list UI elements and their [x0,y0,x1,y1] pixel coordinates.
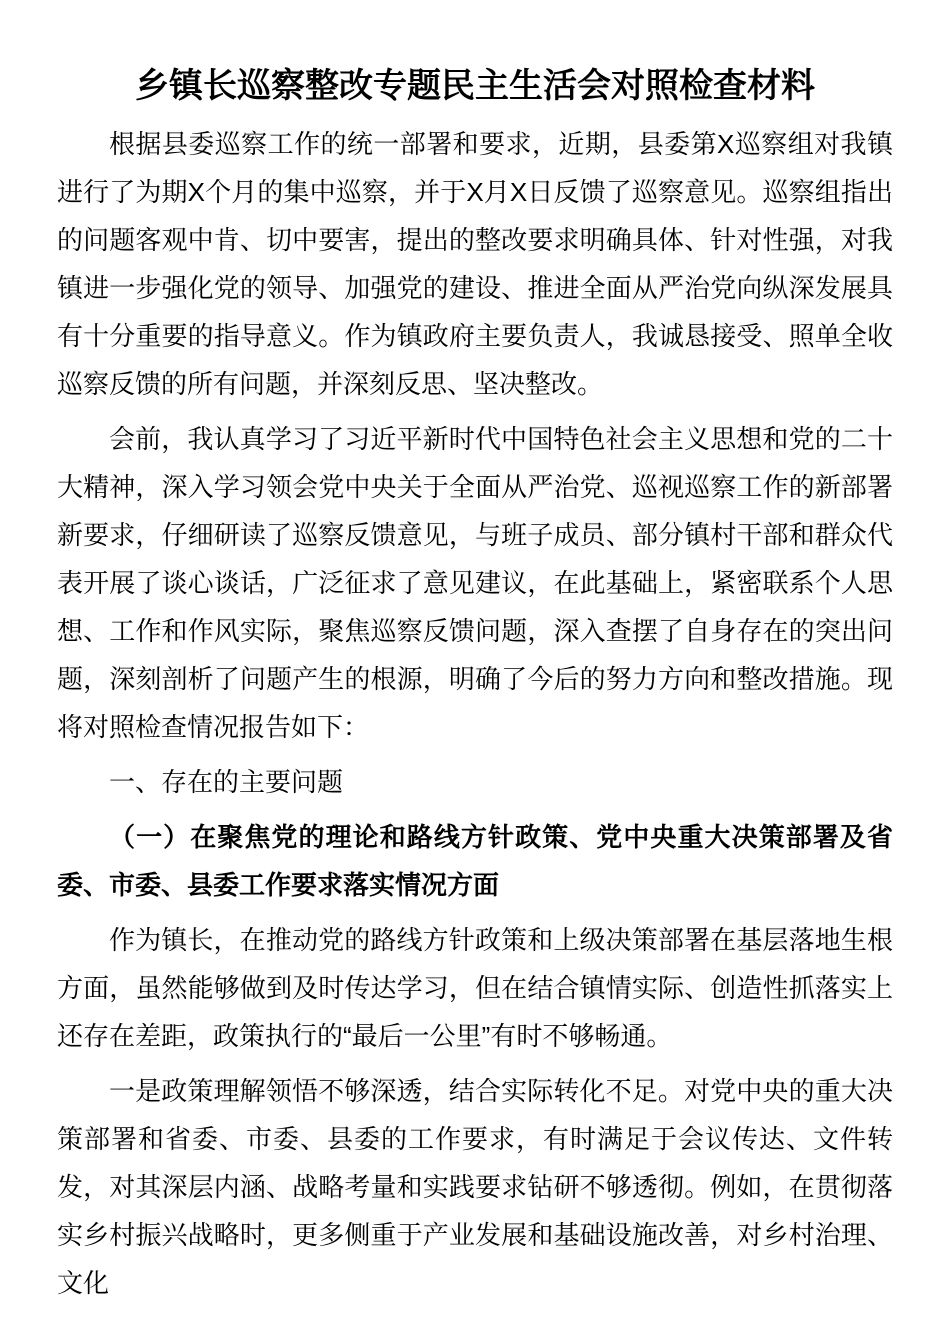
paragraph: 根据县委巡察工作的统一部署和要求，近期，县委第X巡察组对我镇进行了为期X个月的集中巡察，并于X月X日反馈了巡察意见。巡察组指出的问题客观中肯、切中要害，提出的整改要求明确具体、针对性强，对我镇进一步强化党的领导、加强党的建设、推进全面从严治党向纵深发展具有十分重要的指导意义。作为镇政府主要负责人，我诚恳接受、照单全收巡察反馈的所有问题，并深刻反思、坚决整改。 [57,129,893,399]
section-heading: 一、存在的主要问题 [109,767,344,797]
paragraph: 会前，我认真学习了习近平新时代中国特色社会主义思想和党的二十大精神，深入学习领会党中央关于全面从严治党、巡视巡察工作的新部署新要求，仔细研读了巡察反馈意见，与班子成员、部分镇村干部和群众代表开展了谈心谈话，广泛征求了意见建议，在此基础上，紧密联系个人思想、工作和作风实际，聚焦巡察反馈问题，深入查摆了自身存在的突出问题，深刻剖析了问题产生的根源，明确了今后的努力方向和整改措施。现将对照检查情况报告如下： [57,424,893,742]
document-body [57,120,893,1307]
section-heading: （一）在聚焦党的理论和路线方针政策、党中央重大决策部署及省委、市委、县委工作要求落实情况方面 [57,822,893,900]
document-title: 乡镇长巡察整改专题民主生活会对照检查材料 [135,67,815,105]
paragraph: 一是政策理解领悟不够深透，结合实际转化不足。对党中央的重大决策部署和省委、市委、县委的工作要求，有时满足于会议传达、文件转发，对其深层内涵、战略考量和实践要求钻研不够透彻。例如，在贯彻落实乡村振兴战略时，更多侧重于产业发展和基础设施改善，对乡村治理、文化 [57,1076,893,1298]
paragraph: 作为镇长，在推动党的路线方针政策和上级决策部署在基层落地生根方面，虽然能够做到及时传达学习，但在结合镇情实际、创造性抓落实上还存在差距，政策执行的“最后一公里”有时不够畅通。 [57,925,893,1051]
